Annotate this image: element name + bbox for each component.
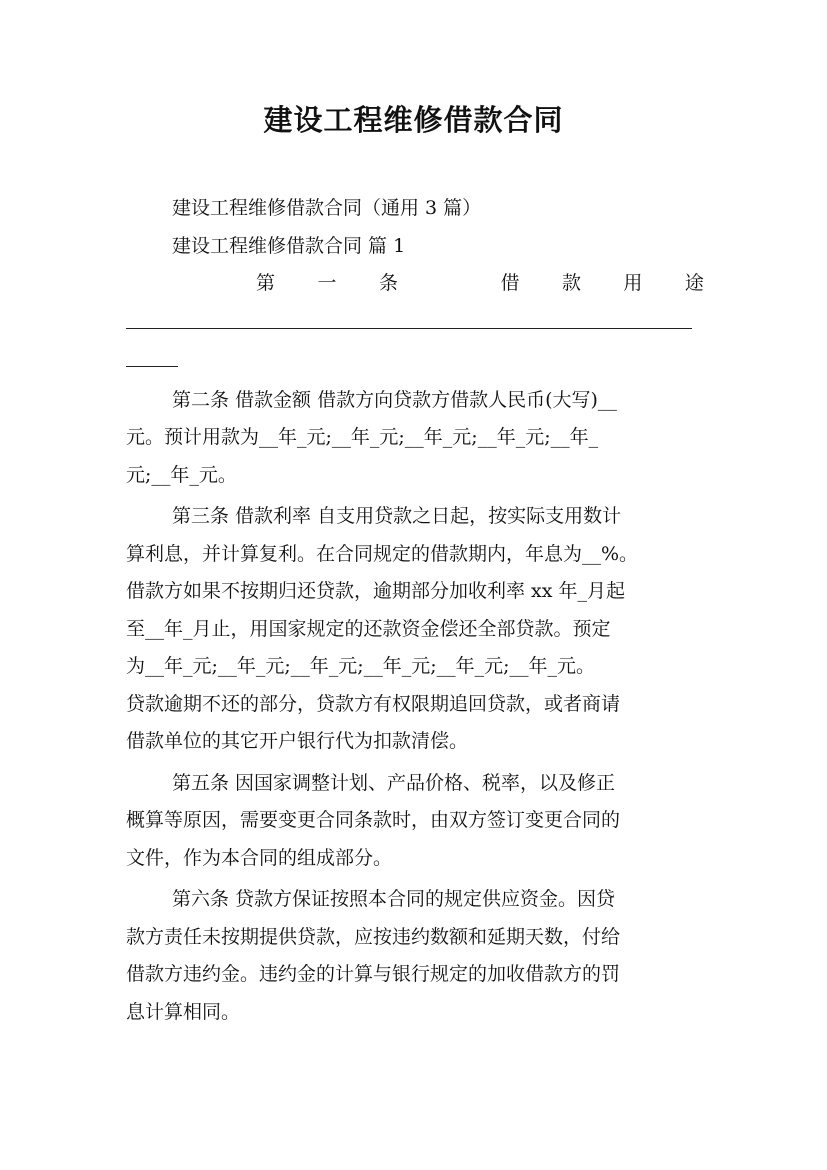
article-1-heading [126,265,704,303]
article-3-line: 算利息，并计算复利。在合同规定的借款期内，年息为__%。 [126,542,639,565]
article-5-line: 概算等原因，需要变更合同条款时，由双方签订变更合同的 [126,809,621,831]
article-2-line: 元;__年_元。 [126,463,237,486]
article-3 [126,498,704,761]
section-heading: 建设工程维修借款合同 篇 1 [172,234,406,257]
article-1-char: 第 [256,272,276,294]
document-title: 建设工程维修借款合同 [263,103,564,137]
article-6-line: 息计算相同。 [126,1000,241,1023]
article-6-line: 款方责任未按期提供贷款，应按违约数额和延期天数，付给 [126,925,621,948]
article-6-line: 第六条 贷款方保证按照本合同的规定供应资金。因贷 [172,888,616,910]
article-3-line: 第三条 借款利率 自支用贷款之日起，按实际支用数计 [172,505,622,527]
article-6-line: 借款方违约金。违约金的计算与银行规定的加收借款方的罚 [126,963,621,985]
article-6 [126,881,704,1031]
article-3-line: 至__年_月止，用国家规定的还款资金偿还全部贷款。预定 [126,617,611,640]
article-1-char: 途 [684,272,704,294]
article-1-char: 一 [317,272,337,294]
article-1-char: 款 [561,272,581,294]
document-subtitle: 建设工程维修借款合同（通用 3 篇） [172,197,482,219]
article-5-line: 第五条 因国家调整计划、产品价格、税率，以及修正 [172,771,616,794]
article-5-line: 文件，作为本合同的组成部分。 [126,846,393,869]
article-2 [126,382,704,495]
article-2-line: 第二条 借款金额 借款方向贷款方借款人民币(大写)__ [172,388,617,411]
article-1-char: 用 [623,272,643,294]
article-3-line: 借款方如果不按期归还贷款，逾期部分加收利率 xx 年_月起 [126,580,626,602]
document-body [126,190,704,1031]
article-2-line: 元。预计用款为__年_元;__年_元;__年_元;__年_元;__年_ [126,426,599,448]
article-3-line: 贷款逾期不还的部分，贷款方有权限期追回贷款，或者商请 [126,692,621,715]
article-3-line: 为__年_元;__年_元;__年_元;__年_元;__年_元;__年_元。 [126,655,596,677]
article-1-blank-line-end [126,340,704,378]
article-3-line: 借款单位的其它开户银行代为扣款清偿。 [126,730,469,752]
article-1-char: 条 [378,272,398,294]
article-1-char: 借 [500,272,520,294]
article-1-blank-line [126,303,704,341]
article-5 [126,765,704,878]
